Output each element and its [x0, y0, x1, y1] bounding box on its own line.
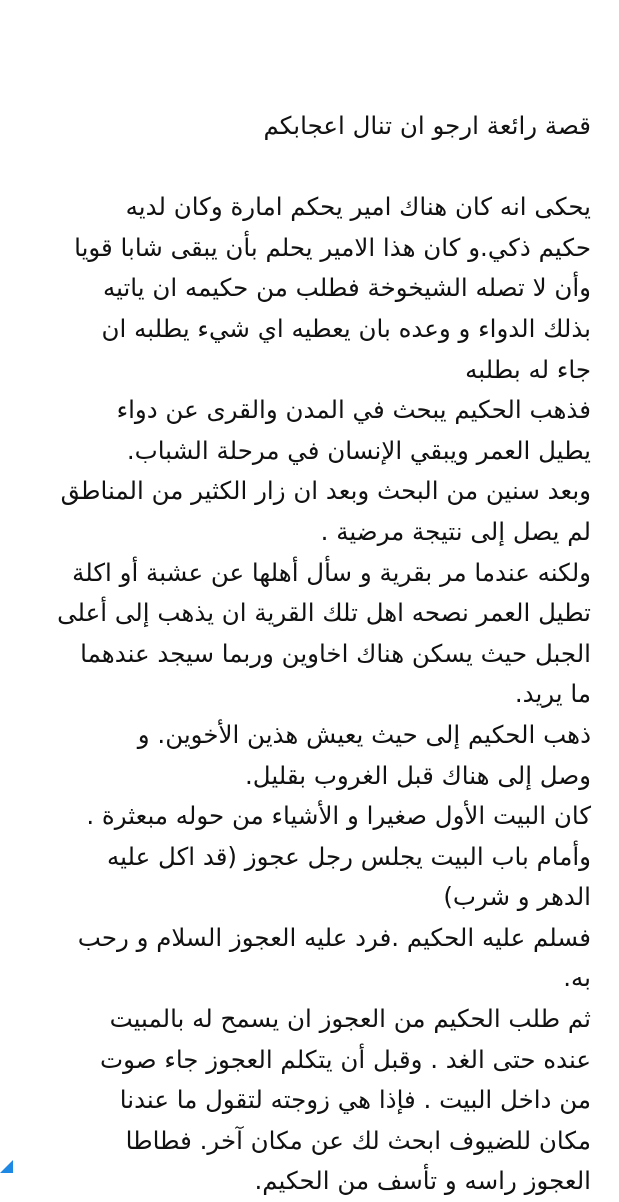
- story-line: ذهب الحكيم إلى حيث يعيش هذين الأخوين. و: [137, 719, 591, 749]
- story-line: فذهب الحكيم يبحث في المدن والقرى عن دواء: [116, 395, 591, 425]
- story-line: وصل إلى هناك قبل الغروب بقليل.: [244, 760, 591, 790]
- story-line: وأن لا تصله الشيخوخة فطلب من حكيمه ان ياتيه: [102, 273, 591, 303]
- story-line: عنده حتى الغد . وقبل أن يتكلم العجوز جاء صوت: [100, 1044, 591, 1074]
- story-line: كان البيت الأول صغيرا و الأشياء من حوله مبعثرة .: [86, 801, 591, 831]
- selection-handle-icon[interactable]: [0, 1160, 13, 1173]
- story-line: وبعد سنين من البحث وبعد ان زار الكثير من المناطق: [60, 476, 591, 506]
- story-line: الجبل حيث يسكن هناك اخاوين وربما سيجد عندهما: [80, 638, 591, 668]
- story-line: حكيم ذكي.و كان هذا الامير يحلم بأن يبقى شابا قويا: [74, 232, 591, 262]
- story-line: يطيل العمر ويبقي الإنسان في مرحلة الشباب.: [126, 435, 591, 465]
- story-text: [16, 106, 591, 1202]
- story-line: مكان للضيوف ابحث لك عن مكان آخر. فطاطا: [125, 1125, 591, 1155]
- story-line: ثم طلب الحكيم من العجوز ان يسمح له بالمبيت: [109, 1004, 591, 1034]
- story-line: وأمام باب البيت يجلس رجل عجوز (قد اكل عليه: [106, 841, 591, 871]
- blank-line: [16, 147, 591, 188]
- story-line: بذلك الدواء و وعده بان يعطيه اي شيء يطلبه ان: [101, 313, 591, 343]
- story-line: فسلم عليه الحكيم .فرد عليه العجوز السلام و رحب: [77, 922, 591, 952]
- story-line: من داخل البيت . فإذا هي زوجته لتقول ما عندنا: [119, 1085, 591, 1115]
- story-line: ما يريد.: [514, 679, 591, 709]
- story-line: به.: [563, 963, 591, 993]
- story-line: جاء له بطلبه: [465, 354, 591, 384]
- story-line: يحكى انه كان هناك امير يحكم امارة وكان لديه: [125, 192, 591, 222]
- story-title: قصة رائعة ارجو ان تنال اعجابكم: [263, 111, 591, 140]
- story-line: تطيل العمر نصحه اهل تلك القرية ان يذهب إلى أعلى: [57, 598, 591, 628]
- story-line: العجوز راسه و تأسف من الحكيم.: [254, 1166, 591, 1196]
- story-line: لم يصل إلى نتيجة مرضية .: [320, 516, 591, 546]
- story-line: ولكنه عندما مر بقرية و سأل أهلها عن عشبة أو اكلة: [72, 557, 591, 587]
- story-line: الدهر و شرب): [443, 882, 591, 912]
